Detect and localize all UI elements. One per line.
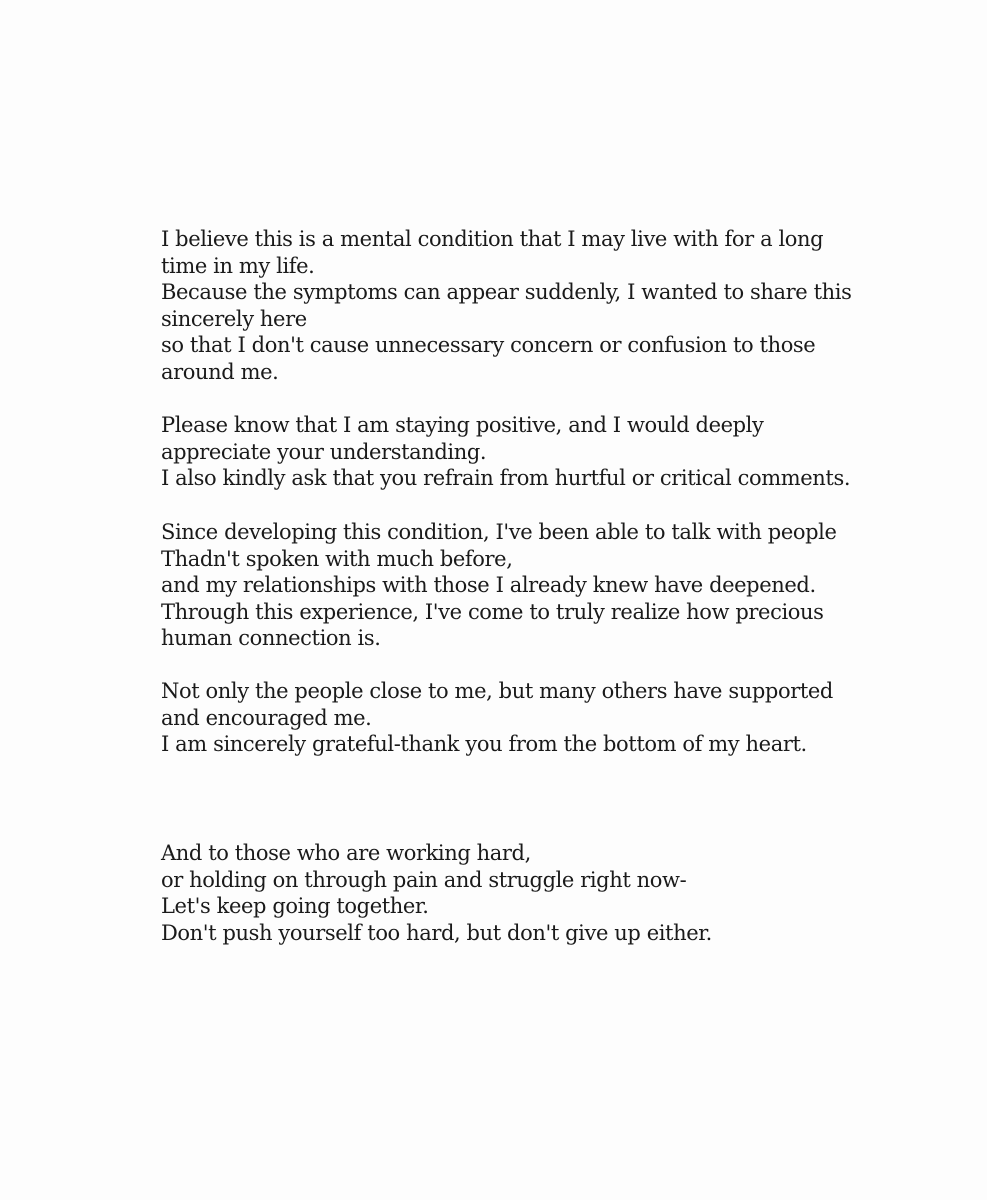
text-line: around me. <box>161 359 279 384</box>
text-line: and my relationships with those I already knew have deepened. <box>161 573 816 597</box>
paragraph-condition <box>161 226 861 385</box>
text-line: Since developing this condition, I've been able to talk with people <box>161 520 837 544</box>
text-line: sincerely here <box>161 306 307 331</box>
paragraph-connection <box>161 519 861 652</box>
text-line: I believe this is a mental condition that I may live with for a long <box>161 227 824 251</box>
text-line: Please know that I am staying positive, and I would deeply <box>161 413 764 437</box>
text-line: Through this experience, I've come to truly realize how precious <box>161 599 824 624</box>
text-line: Because the symptoms can appear suddenly, I wanted to share this <box>161 280 852 304</box>
text-line: Let's keep going together. <box>161 894 429 918</box>
text-line: appreciate your understanding. <box>161 439 487 464</box>
text-line: Thadn't spoken with much before, <box>161 546 513 571</box>
paragraph-understanding <box>161 412 861 492</box>
text-line: and encouraged me. <box>161 705 372 730</box>
text-line: And to those who are working hard, <box>161 841 531 865</box>
text-line: human connection is. <box>161 626 381 650</box>
paragraph-encouragement <box>161 840 861 946</box>
paragraph-gratitude <box>161 678 861 758</box>
text-line: or holding on through pain and struggle right now- <box>161 867 687 892</box>
text-line: Don't push yourself too hard, but don't give up either. <box>161 920 712 945</box>
text-line: Not only the people close to me, but many others have supported <box>161 679 833 703</box>
text-line: I am sincerely grateful-thank you from the bottom of my heart. <box>161 732 807 756</box>
text-line: so that I don't cause unnecessary concern or confusion to those <box>161 333 816 357</box>
text-line: I also kindly ask that you refrain from hurtful or critical comments. <box>161 466 851 490</box>
text-line: time in my life. <box>161 253 315 278</box>
